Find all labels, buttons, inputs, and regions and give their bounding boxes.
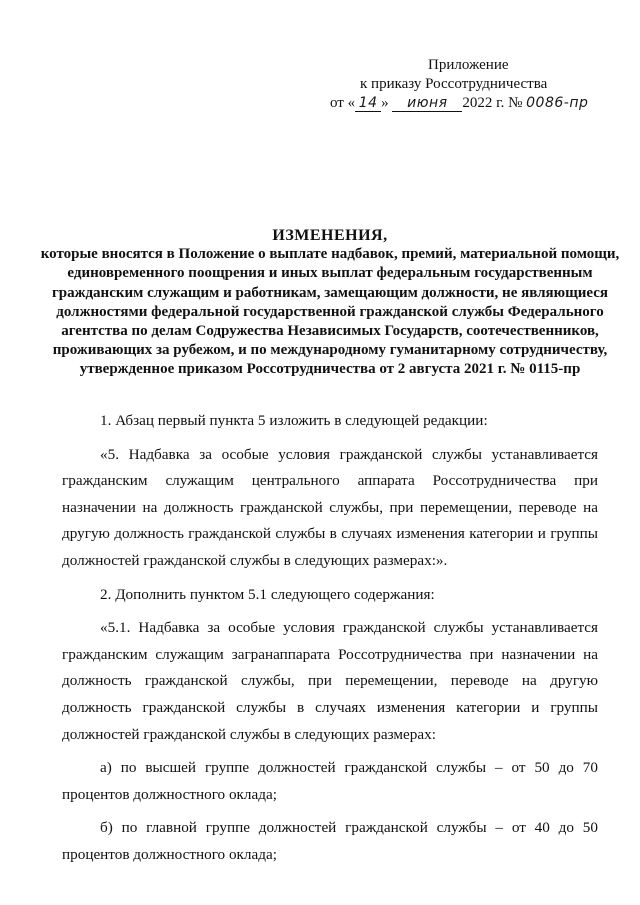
date-mid: » xyxy=(381,95,389,111)
paragraph-3: 2. Дополнить пунктом 5.1 следующего содержания: xyxy=(100,585,435,603)
title-subtitle: которые вносятся в Положение о выплате надбавок, премий, материальной помощи, единовременного поощрения и иных выплат федеральным государственным гражданским служащим и работникам, замещающим должности, не являющиеся должностями федеральной государственной гражданской службы Федерального агентства по делам Содружества Независимых Государств, соотечественников, проживающих за рубежом, и по международному гуманитарному сотрудничеству, утвержденное приказом Россотрудничества от 2 августа 2021 г. № 0115-пр xyxy=(40,246,620,378)
date-prefix: от « xyxy=(330,95,356,111)
paragraph-2: «5. Надбавка за особые условия гражданской службы устанавливается гражданским служащим центрального аппарата Россотрудничества при назначении на должность гражданской службы, при перемещении, переводе на другую должность гражданской службы в случаях изменения категории и группы должностей гражданской службы в следующих размерах:». xyxy=(62,445,598,569)
header-line-2 xyxy=(0,75,640,94)
date-year-number: 2022 г. № xyxy=(462,95,523,111)
header-line-3 xyxy=(0,94,640,113)
list-item-a: а) по высшей группе должностей гражданской службы – от 50 до 70 процентов должностного оклада; xyxy=(62,759,598,803)
appendix-label: Приложение xyxy=(428,57,509,73)
order-reference: к приказу Россотрудничества xyxy=(360,76,548,92)
list-item-b: б) по главной группе должностей гражданской службы – от 40 до 50 процентов должностного оклада; xyxy=(62,819,598,863)
handwritten-day: 14 xyxy=(355,95,381,112)
handwritten-order-number: 0086-пр xyxy=(526,95,589,111)
header-line-1 xyxy=(0,56,640,75)
paragraph-1: 1. Абзац первый пункта 5 изложить в следующей редакции: xyxy=(100,412,488,429)
title-main: ИЗМЕНЕНИЯ, xyxy=(272,227,388,244)
order-date-line xyxy=(330,94,588,113)
handwritten-month: июня xyxy=(392,95,462,112)
paragraph-4: «5.1. Надбавка за особые условия гражданской службы устанавливается гражданским служащим загранаппарата Россотрудничества при назначении на должность гражданской службы, при перемещении, переводе на другую должность гражданской службы в случаях изменения категории и группы должностей гражданской службы в следующих размерах: xyxy=(62,619,598,743)
document-header xyxy=(0,56,640,113)
document-title xyxy=(40,226,620,380)
document-body xyxy=(62,408,598,876)
